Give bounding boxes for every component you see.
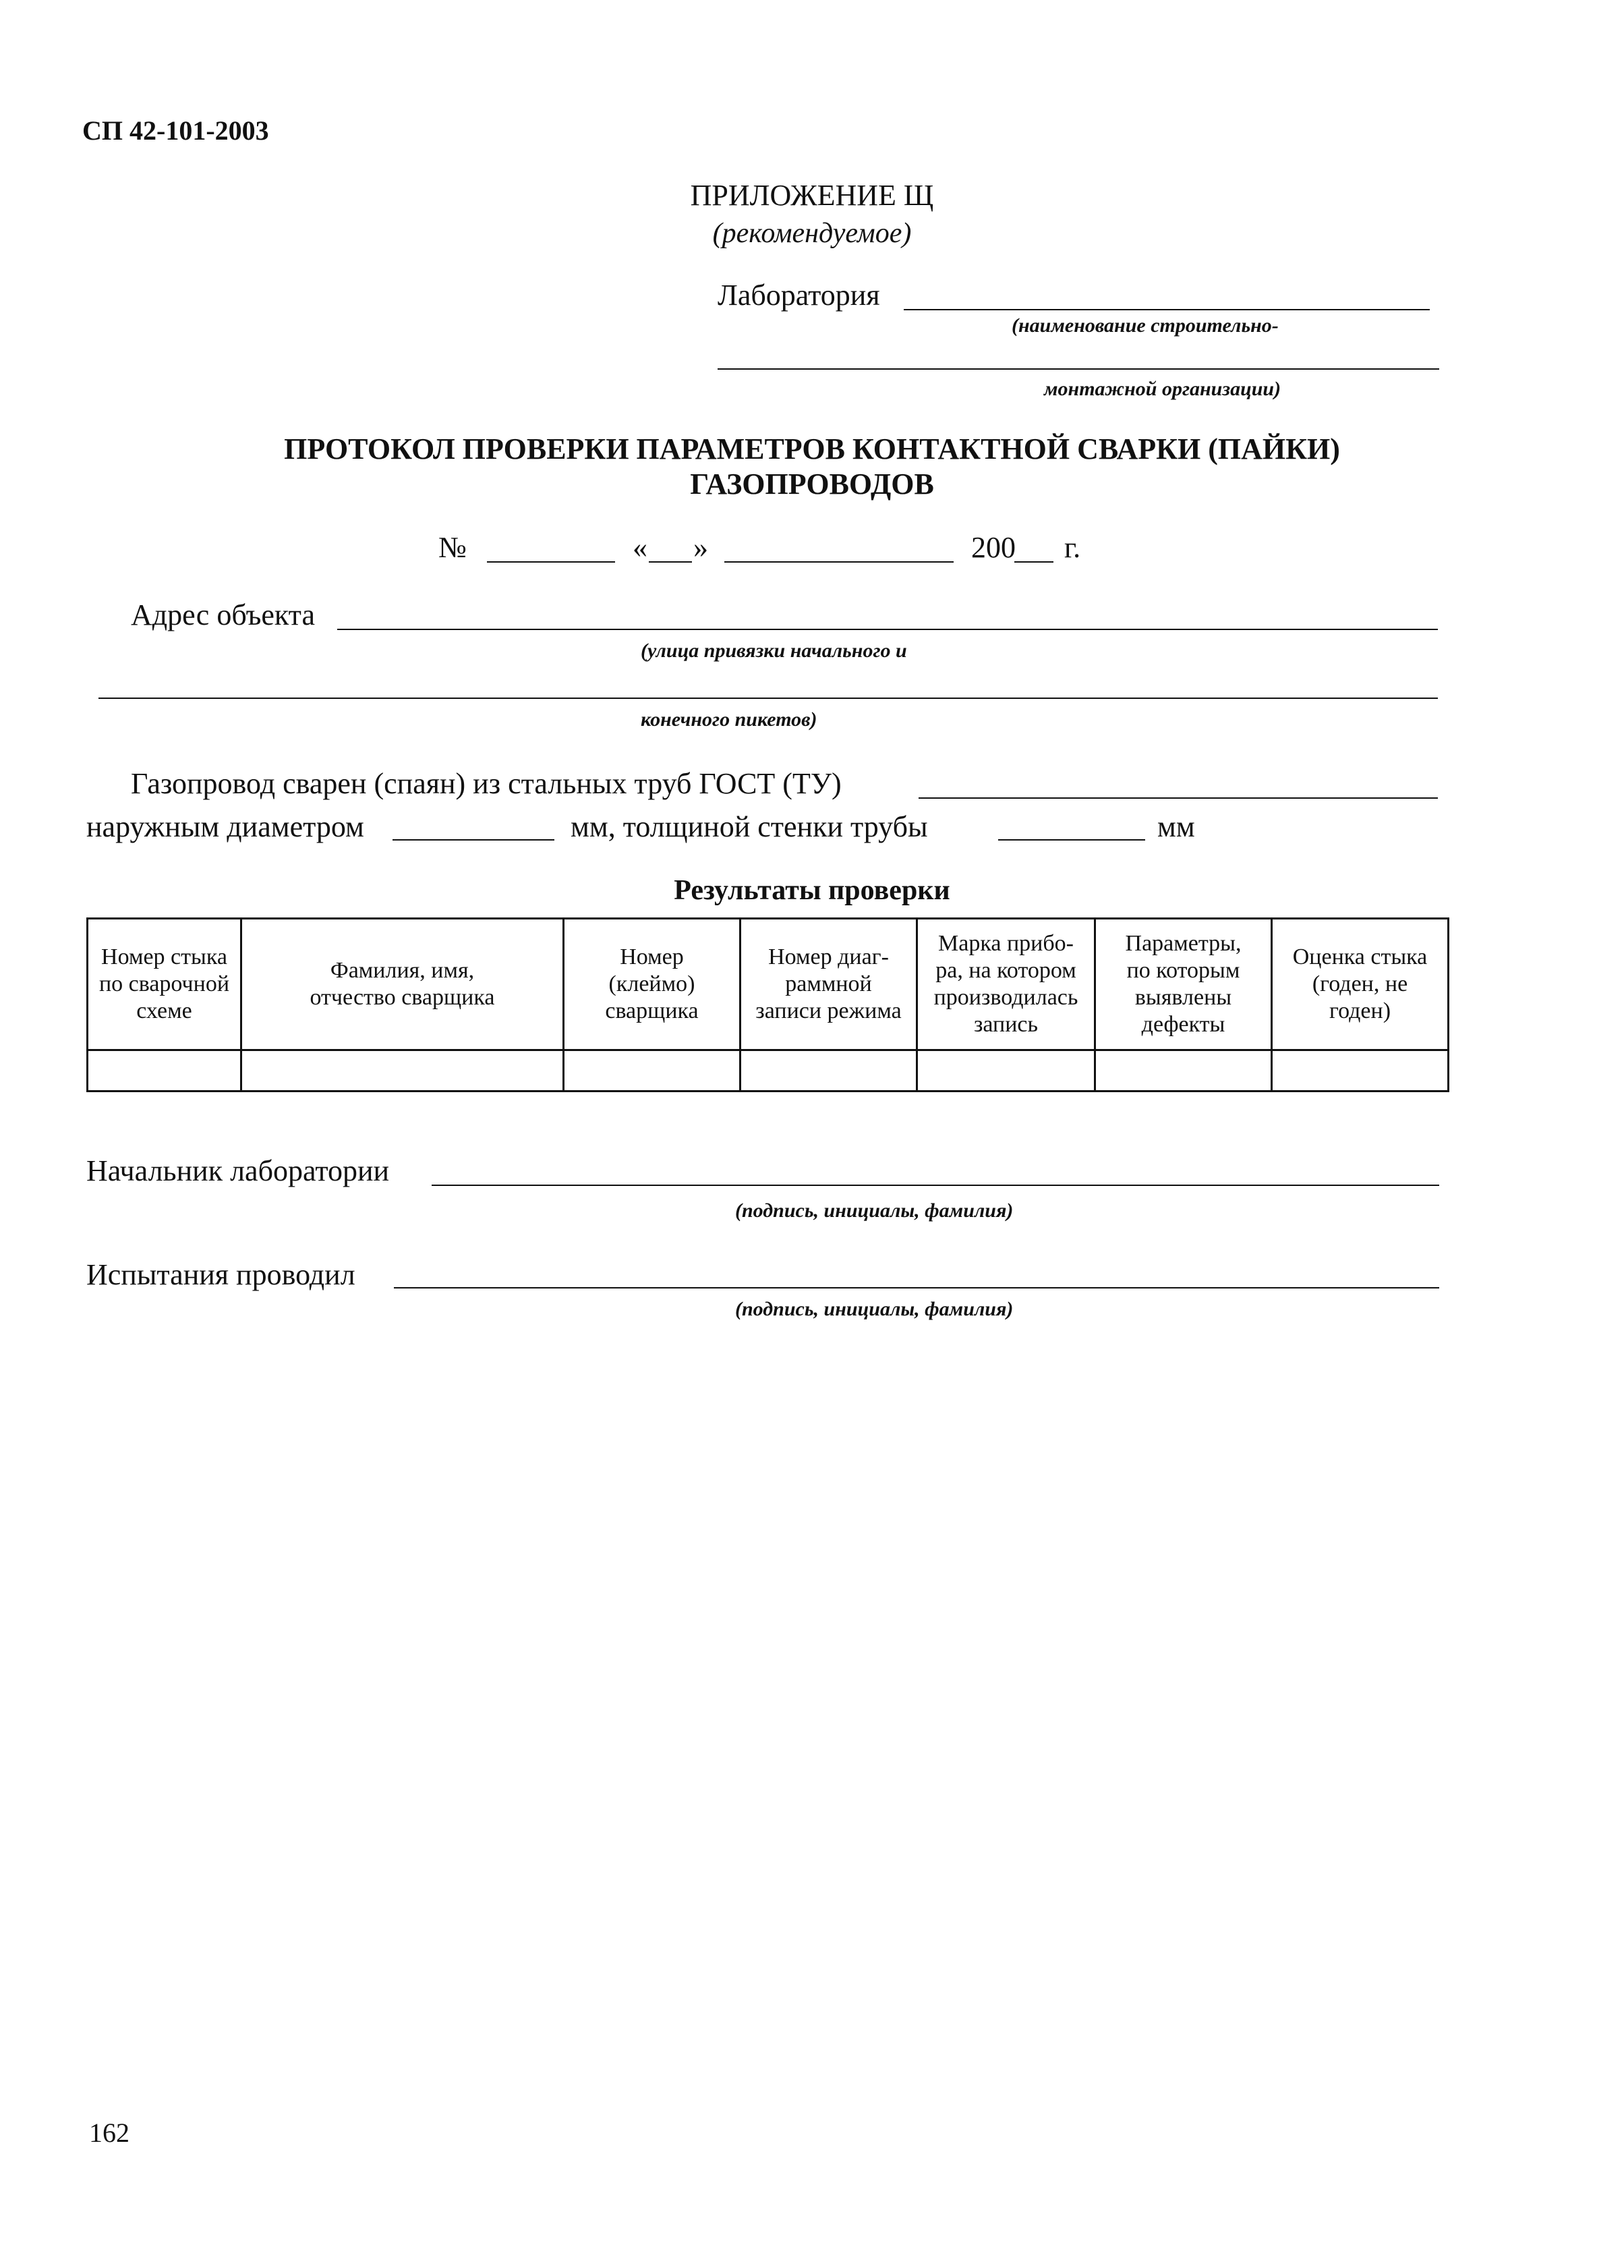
column-header-recorder-brand	[917, 919, 1095, 1050]
header-line: Фамилия, имя,	[330, 958, 475, 984]
appendix-title: ПРИЛОЖЕНИЕ Щ	[690, 179, 934, 212]
header-line: выявлены	[1134, 985, 1232, 1010]
protocol-heading-line-2: ГАЗОПРОВОДОВ	[690, 467, 934, 501]
laboratory-label: Лаборатория	[718, 279, 880, 312]
tester-signature-note: (подпись, инициалы, фамилия)	[735, 1298, 1014, 1320]
address-note-2: конечного пикетов)	[641, 708, 817, 731]
header-line: Номер диаг-	[768, 944, 889, 970]
pipe-thickness-input-line[interactable]	[998, 839, 1145, 841]
results-header-row	[88, 919, 1449, 1050]
date-day-line[interactable]	[649, 561, 692, 563]
column-header-diagram-record	[741, 919, 917, 1050]
header-line: схеме	[136, 998, 192, 1023]
header-line: запись	[973, 1011, 1039, 1037]
date-year-prefix: 200	[971, 531, 1016, 564]
pipe-diameter-label: наружным диаметром	[86, 810, 364, 843]
header-line: производилась	[933, 985, 1078, 1010]
header-line: отчество сварщика	[310, 985, 495, 1010]
header-line: Номер стыка	[101, 944, 227, 970]
pipe-standard-input-line[interactable]	[919, 797, 1438, 799]
lab-head-signature-note: (подпись, инициалы, фамилия)	[735, 1199, 1014, 1222]
table-cell-joint-number[interactable]	[88, 1050, 241, 1092]
pipe-diameter-input-line[interactable]	[393, 839, 554, 841]
address-label: Адрес объекта	[131, 598, 315, 631]
table-cell-diagram-record[interactable]	[741, 1050, 917, 1092]
header-line: по сварочной	[98, 971, 230, 997]
tester-signature-line[interactable]	[394, 1287, 1439, 1288]
column-header-welder-name	[241, 919, 564, 1050]
results-table	[86, 917, 1449, 1092]
table-cell-recorder-brand[interactable]	[917, 1050, 1095, 1092]
results-title: Результаты проверки	[674, 875, 950, 906]
tester-label: Испытания проводил	[86, 1258, 355, 1291]
header-line: по которым	[1126, 958, 1240, 984]
table-row	[88, 1050, 1449, 1092]
date-quote-close: »	[693, 531, 708, 564]
laboratory-note-2: монтажной организации)	[1044, 378, 1281, 400]
laboratory-note-1: (наименование строительно-	[1012, 314, 1279, 337]
lab-head-signature-line[interactable]	[432, 1185, 1439, 1186]
header-line: раммной	[785, 971, 872, 997]
column-header-defect-parameters	[1095, 919, 1272, 1050]
page-number: 162	[89, 2118, 129, 2148]
date-quote-open: «	[633, 531, 647, 564]
date-year-line[interactable]	[1014, 561, 1053, 563]
protocol-heading-line-1: ПРОТОКОЛ ПРОВЕРКИ ПАРАМЕТРОВ КОНТАКТНОЙ СВАРКИ (ПАЙКИ)	[284, 432, 1340, 465]
header-line: Номер	[620, 944, 684, 970]
laboratory-input-line-2[interactable]	[718, 368, 1439, 370]
pipe-thickness-label: мм, толщиной стенки трубы	[571, 810, 928, 843]
header-line: записи режима	[755, 998, 902, 1023]
header-line: (клеймо)	[608, 971, 695, 997]
header-line: ра, на котором	[935, 958, 1076, 984]
date-month-line[interactable]	[724, 561, 954, 563]
table-cell-joint-assessment[interactable]	[1272, 1050, 1449, 1092]
column-header-joint-number	[88, 919, 241, 1050]
lab-head-label: Начальник лаборатории	[86, 1154, 390, 1187]
address-note-1: (улица привязки начального и	[641, 640, 907, 662]
pipe-standard-label: Газопровод сварен (спаян) из стальных труб ГОСТ (ТУ)	[131, 767, 842, 800]
header-line: сварщика	[605, 998, 699, 1023]
address-input-line-2[interactable]	[98, 698, 1438, 699]
column-header-joint-assessment	[1272, 919, 1449, 1050]
header-line: дефекты	[1141, 1011, 1225, 1037]
address-input-line[interactable]	[337, 629, 1438, 630]
header-line: Параметры,	[1125, 931, 1242, 957]
laboratory-input-line[interactable]	[904, 309, 1430, 310]
table-cell-welder-name[interactable]	[241, 1050, 564, 1092]
table-cell-welder-stamp[interactable]	[564, 1050, 741, 1092]
header-line: Оценка стыка	[1292, 944, 1428, 970]
column-header-welder-stamp	[564, 919, 741, 1050]
header-line: годен)	[1329, 998, 1391, 1023]
appendix-subtitle: (рекомендуемое)	[712, 218, 912, 249]
protocol-number-line[interactable]	[487, 561, 615, 563]
document-code: СП 42-101-2003	[82, 115, 269, 146]
header-line: Марка прибо-	[938, 931, 1074, 957]
number-sign: №	[438, 531, 467, 564]
date-year-suffix: г.	[1064, 531, 1081, 564]
table-cell-defect-parameters[interactable]	[1095, 1050, 1272, 1092]
pipe-thickness-unit: мм	[1157, 810, 1195, 843]
header-line: (годен, не	[1312, 971, 1408, 997]
